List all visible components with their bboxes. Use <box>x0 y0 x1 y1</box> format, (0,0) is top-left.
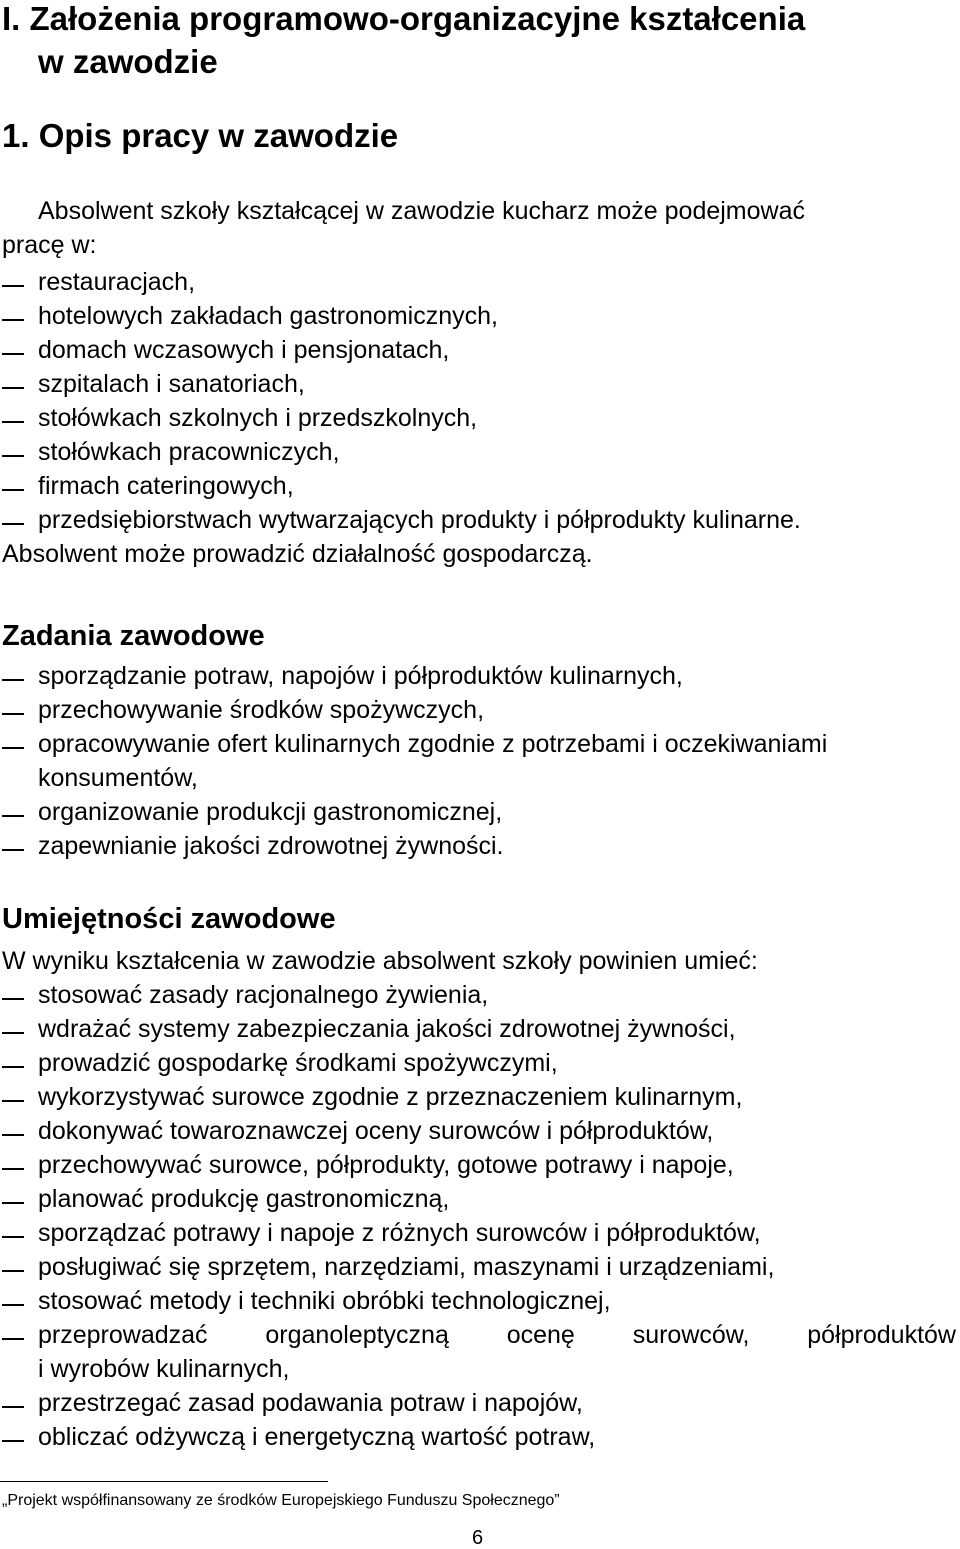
list-item-task: organizowanie produkcji gastronomicznej, <box>38 798 503 826</box>
list-item-workplace: hotelowych zakładach gastronomicznych, <box>38 302 498 330</box>
list-item-skill: wdrażać systemy zabezpieczania jakości zdrowotnej żywności, <box>38 1015 736 1043</box>
list-dash <box>2 387 24 389</box>
list-item-skill: planować produkcję gastronomiczną, <box>38 1185 450 1213</box>
skill-word: półproduktów <box>807 1321 956 1349</box>
list-dash <box>2 1066 24 1068</box>
list-dash <box>2 489 24 491</box>
list-dash <box>2 1304 24 1306</box>
list-item-workplace: stołówkach pracowniczych, <box>38 438 340 466</box>
list-dash <box>2 1236 24 1238</box>
list-item-workplace: domach wczasowych i pensjonatach, <box>38 336 450 364</box>
list-item-task: przechowywanie środków spożywczych, <box>38 696 485 724</box>
list-item-skill: posługiwać się sprzętem, narzędziami, maszynami i urządzeniami, <box>38 1253 775 1281</box>
list-dash <box>2 523 24 525</box>
list-dash <box>2 319 24 321</box>
list-item-skill: prowadzić gospodarkę środkami spożywczymi, <box>38 1049 558 1077</box>
list-dash <box>2 421 24 423</box>
list-item-task: opracowywanie ofert kulinarnych zgodnie z potrzebami i oczekiwaniami <box>38 730 828 758</box>
list-item-skill: przestrzegać zasad podawania potraw i napojów, <box>38 1389 583 1417</box>
list-dash <box>2 1100 24 1102</box>
list-dash <box>2 1032 24 1034</box>
list-dash <box>2 1406 24 1408</box>
list-item-skill: przechowywać surowce, półprodukty, gotowe potrawy i napoje, <box>38 1151 734 1179</box>
list-item-task: zapewnianie jakości zdrowotnej żywności. <box>38 832 504 860</box>
document-title-line-1: I. Założenia programowo-organizacyjne kształcenia <box>2 0 806 37</box>
list-dash <box>2 1440 24 1442</box>
list-dash <box>2 713 24 715</box>
list-item-skill: obliczać odżywczą i energetyczną wartość potraw, <box>38 1423 596 1451</box>
list-item-skill: sporządzać potrawy i napoje z różnych surowców i półproduktów, <box>38 1219 761 1247</box>
document-title-line-2: w zawodzie <box>38 43 218 80</box>
list-dash <box>2 1134 24 1136</box>
list-dash <box>2 849 24 851</box>
section-heading-job-description: 1. Opis pracy w zawodzie <box>2 117 399 154</box>
list-item-skill: stosować zasady racjonalnego żywienia, <box>38 981 489 1009</box>
list-dash <box>2 1270 24 1272</box>
list-item-workplace: restauracjach, <box>38 268 196 296</box>
section-heading-tasks: Zadania zawodowe <box>2 620 265 652</box>
list-dash <box>2 285 24 287</box>
list-item-skill: stosować metody i techniki obróbki technologicznej, <box>38 1287 611 1315</box>
list-dash <box>2 815 24 817</box>
list-item-skill-justified <box>38 1323 956 1348</box>
skills-intro: W wyniku kształcenia w zawodzie absolwent szkoły powinien umieć: <box>2 947 758 975</box>
list-dash <box>2 1168 24 1170</box>
business-note: Absolwent może prowadzić działalność gospodarczą. <box>2 540 593 568</box>
list-dash <box>2 679 24 681</box>
skill-word: surowców, <box>632 1321 750 1349</box>
list-dash <box>2 747 24 749</box>
list-dash <box>2 1338 24 1340</box>
list-item-workplace: przedsiębiorstwach wytwarzających produkty i półprodukty kulinarne. <box>38 506 801 534</box>
list-item-workplace: stołówkach szkolnych i przedszkolnych, <box>38 404 478 432</box>
skill-word: organoleptyczną <box>265 1321 449 1349</box>
list-item-task: sporządzanie potraw, napojów i półproduktów kulinarnych, <box>38 662 683 690</box>
intro-text-line-2: pracę w: <box>2 231 97 259</box>
list-item-skill: wykorzystywać surowce zgodnie z przeznaczeniem kulinarnym, <box>38 1083 743 1111</box>
list-item-skill: dokonywać towaroznawczej oceny surowców i półproduktów, <box>38 1117 714 1145</box>
list-dash <box>2 998 24 1000</box>
list-item-task-continuation: konsumentów, <box>38 764 198 792</box>
list-dash <box>2 455 24 457</box>
skill-word: przeprowadzać <box>38 1321 208 1349</box>
page-number: 6 <box>472 1527 484 1549</box>
footer-project-note: „Projekt współfinansowany ze środków Europejskiego Funduszu Społecznego” <box>2 1492 560 1509</box>
list-item-workplace: firmach cateringowych, <box>38 472 294 500</box>
list-item-skill-continuation: i wyrobów kulinarnych, <box>38 1355 290 1383</box>
skill-word: ocenę <box>506 1321 575 1349</box>
footer-rule <box>0 1481 328 1482</box>
list-dash <box>2 1202 24 1204</box>
list-dash <box>2 353 24 355</box>
list-item-workplace: szpitalach i sanatoriach, <box>38 370 305 398</box>
intro-text-line-1: Absolwent szkoły kształcącej w zawodzie kucharz może podejmować <box>38 197 805 225</box>
section-heading-skills: Umiejętności zawodowe <box>2 903 336 935</box>
